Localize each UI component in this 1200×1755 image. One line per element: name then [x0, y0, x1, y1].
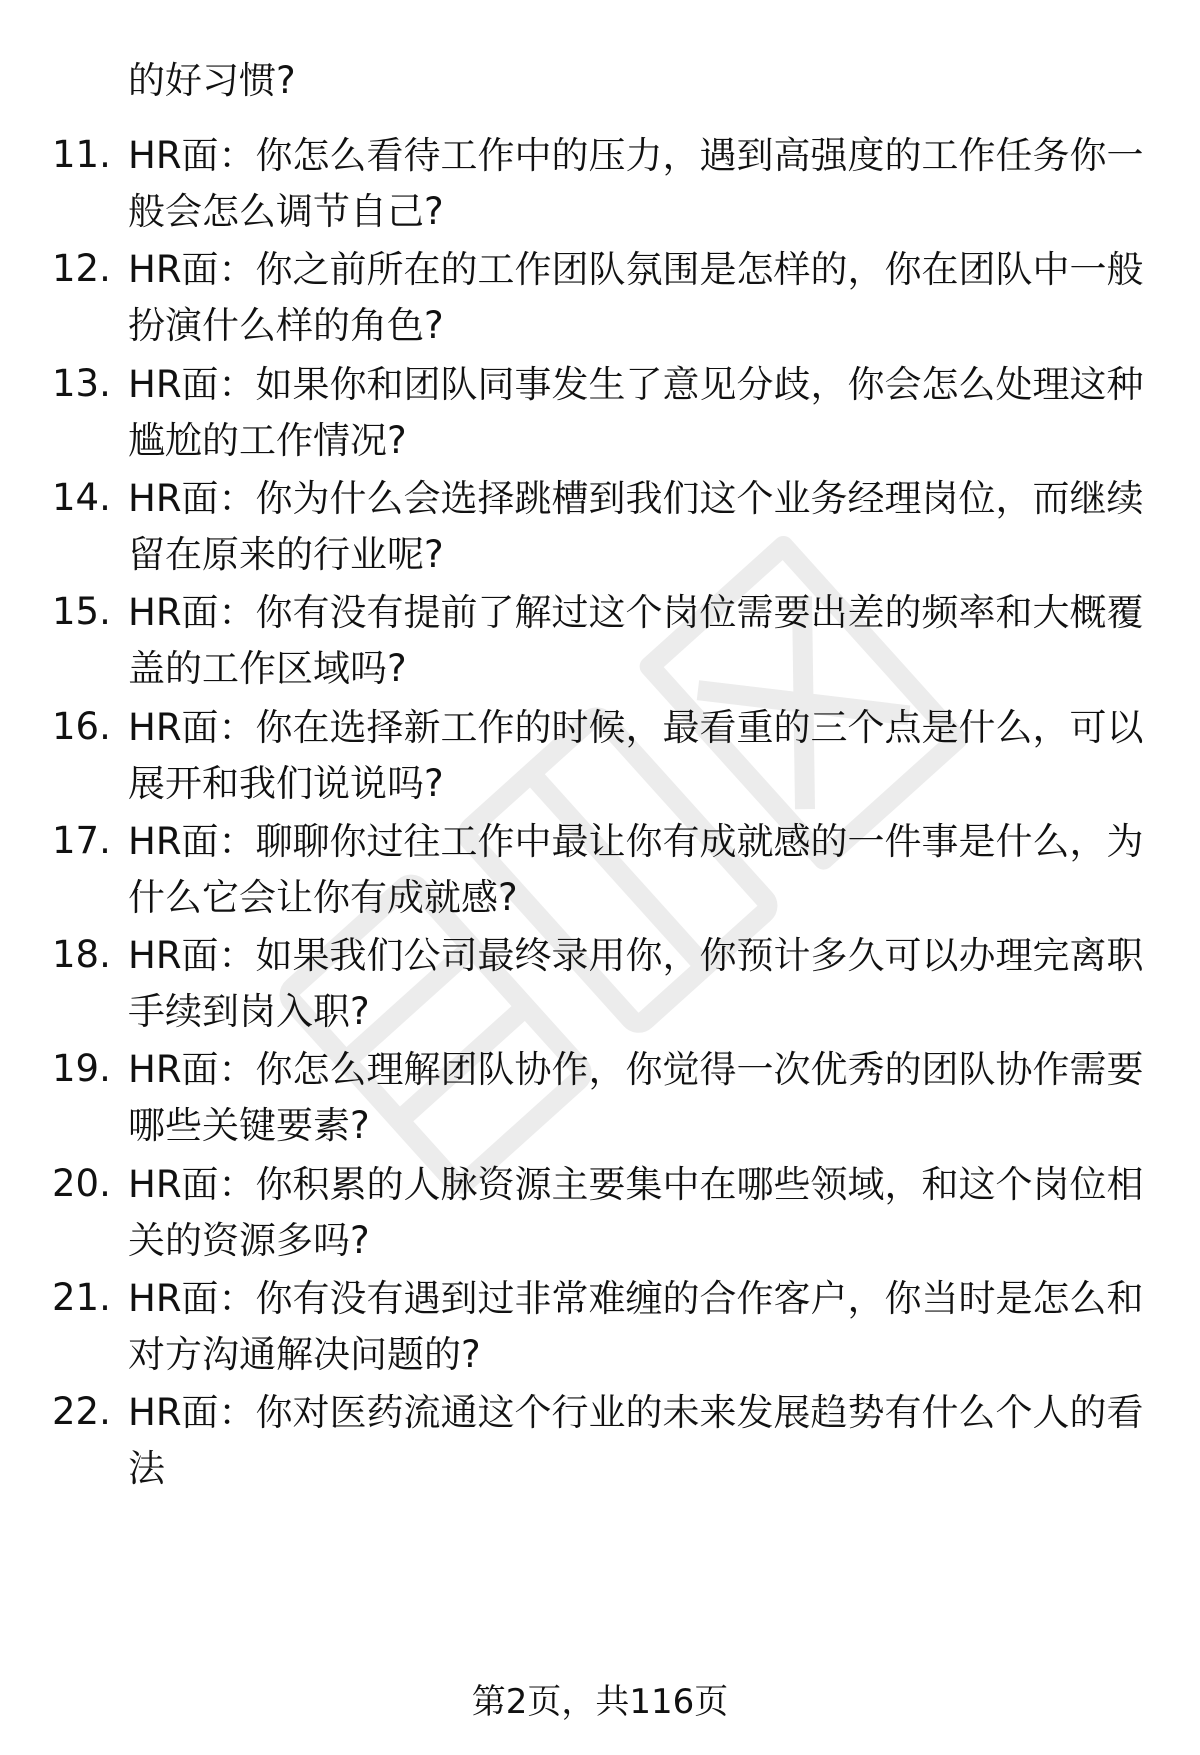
question-number: 13.: [52, 362, 111, 405]
question-number: 14.: [52, 476, 111, 519]
continued-text: 的好习惯?: [128, 59, 296, 102]
question-text: HR面：你怎么理解团队协作，你觉得一次优秀的团队协作需要哪些关键要素?: [128, 1048, 1144, 1147]
question-text: HR面：如果你和团队同事发生了意见分歧，你会怎么处理这种尴尬的工作情况?: [128, 363, 1144, 462]
question-number: 21.: [52, 1276, 111, 1319]
question-number: 12.: [52, 247, 111, 290]
question-text: HR面：你有没有遇到过非常难缠的合作客户，你当时是怎么和对方沟通解决问题的?: [128, 1277, 1144, 1376]
question-text: HR面：你有没有提前了解过这个岗位需要出差的频率和大概覆盖的工作区域吗?: [128, 591, 1144, 690]
question-text: HR面：你在选择新工作的时候，最看重的三个点是什么，可以展开和我们说说吗?: [128, 706, 1144, 805]
question-number: 11.: [52, 133, 111, 176]
question-text: HR面：你为什么会选择跳槽到我们这个业务经理岗位，而继续留在原来的行业呢?: [128, 477, 1144, 576]
question-number: 20.: [52, 1162, 111, 1205]
question-number: 15.: [52, 590, 111, 633]
question-text: HR面：聊聊你过往工作中最让你有成就感的一件事是什么，为什么它会让你有成就感?: [128, 820, 1144, 919]
question-text: HR面：你之前所在的工作团队氛围是怎样的，你在团队中一般扮演什么样的角色?: [128, 248, 1144, 347]
question-number: 16.: [52, 705, 111, 748]
question-text: HR面：你对医药流通这个行业的未来发展趋势有什么个人的看法: [128, 1391, 1144, 1490]
question-number: 17.: [52, 819, 111, 862]
question-number: 18.: [52, 933, 111, 976]
question-text: HR面：如果我们公司最终录用你，你预计多久可以办理完离职手续到岗入职?: [128, 934, 1144, 1033]
page-footer: 第2页，共116页: [471, 1682, 729, 1722]
question-text: HR面：你积累的人脉资源主要集中在哪些领域，和这个岗位相关的资源多吗?: [128, 1163, 1144, 1262]
question-number: 22.: [52, 1390, 111, 1433]
question-number: 19.: [52, 1047, 111, 1090]
question-text: HR面：你怎么看待工作中的压力，遇到高强度的工作任务你一般会怎么调节自己?: [128, 134, 1144, 233]
